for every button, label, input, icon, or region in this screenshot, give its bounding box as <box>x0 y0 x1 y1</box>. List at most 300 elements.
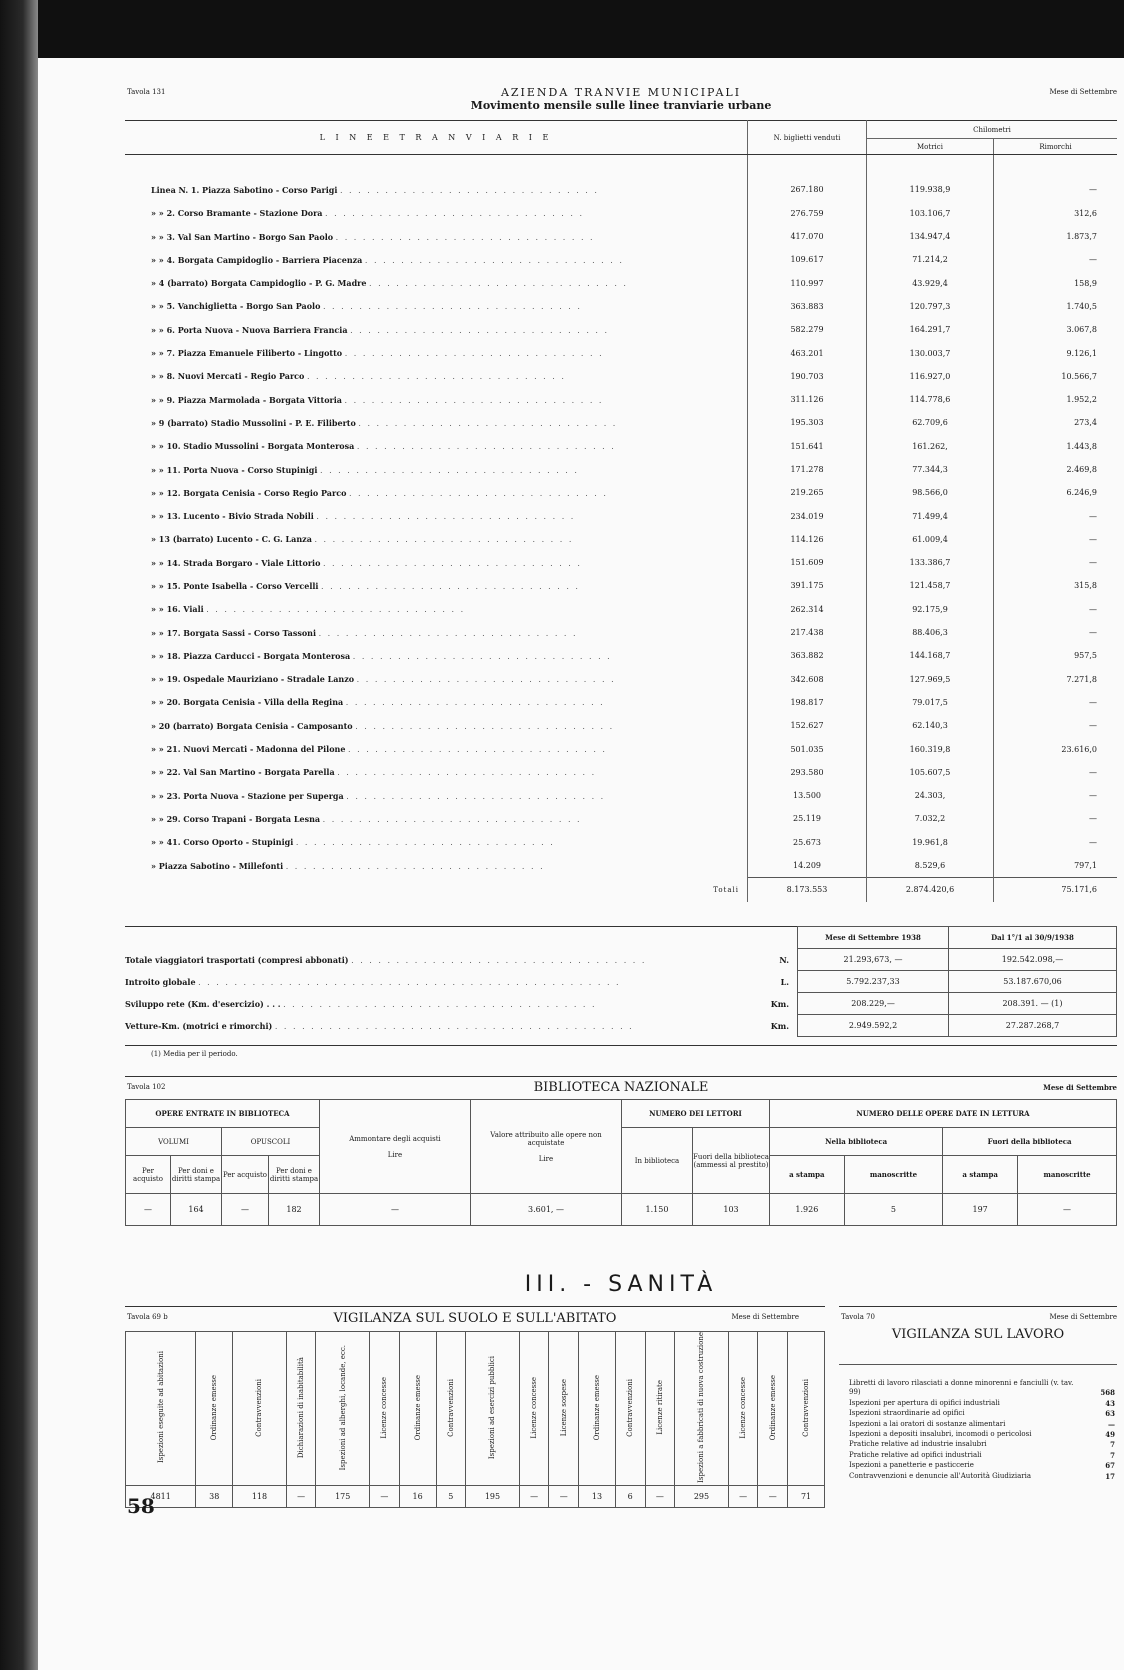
tram-rimorchi: 3.067,8 <box>1066 325 1097 335</box>
vig-header: Licenze concesse <box>370 1332 400 1486</box>
tram-motrici: 77.344,3 <box>867 458 994 481</box>
tram-line-name: » Piazza Sabotino - Millefonti . . . . . . . . . . . . . . . . . . . . . . . . . . . . . <box>125 854 748 878</box>
vigilanza-lavoro-section <box>839 1306 1117 1482</box>
tram-biglietti: 171.278 <box>748 458 867 481</box>
tram-row <box>125 551 1117 574</box>
biblio-table <box>125 1099 1117 1226</box>
tram-rimorchi: 2.469,8 <box>1066 465 1097 474</box>
tram-row <box>125 341 1117 364</box>
vig-value: 13 <box>579 1485 616 1507</box>
biblio-h-stampa-2: a stampa <box>943 1156 1018 1194</box>
tram-line-name: » » 15. Ponte Isabella - Corso Vercelli . . . . . . . . . . . . . . . . . . . . . . . . . . . . . <box>125 574 748 597</box>
tram-rows <box>125 178 1117 877</box>
biblio-value: — <box>126 1194 171 1226</box>
vig-value: 38 <box>196 1485 233 1507</box>
tram-rimorchi: 797,1 <box>1074 861 1097 871</box>
vig-header: Licenze concesse <box>519 1332 549 1486</box>
vig-header: Licenze ritirate <box>645 1332 675 1486</box>
tram-rimorchi: 10.566,7 <box>1061 371 1097 381</box>
biblio-h-fuori2: Fuori della biblioteca <box>943 1128 1117 1156</box>
summary-label: Totale viaggiatori trasportati (compresi abbonati) <box>125 954 349 965</box>
tram-row <box>125 714 1117 737</box>
tram-motrici: 71.214,2 <box>867 248 994 271</box>
tram-motrici: 62.140,3 <box>867 714 994 737</box>
lav-item: Libretti di lavoro rilasciati a donne minorenni e fanciulli (v. tav. 99) 568 <box>849 1379 1115 1398</box>
vig-header: Contravvenzioni <box>615 1332 645 1486</box>
vig-table <box>125 1331 825 1508</box>
biblio-h-lire: Lire <box>387 1150 403 1159</box>
tram-rimorchi: 1.443,8 <box>1066 441 1097 451</box>
tram-row <box>125 528 1117 551</box>
lav-item: Ispezioni a lai oratori di sostanze alimentari — <box>849 1419 1115 1429</box>
tram-motrici: 133.386,7 <box>867 551 994 574</box>
section-title: III. - SANITÀ <box>524 1272 718 1297</box>
vig-header: Ordinanze emesse <box>579 1332 616 1486</box>
tram-rimorchi: 9.126,1 <box>1066 348 1097 358</box>
tram-rimorchi: 1.952,2 <box>1066 395 1097 405</box>
page-number: 58 <box>127 1494 155 1518</box>
lav-value: 568 <box>1100 1388 1115 1398</box>
tram-line-name: » » 21. Nuovi Mercati - Madonna del Pilone . . . . . . . . . . . . . . . . . . . . . . . . . . . . . <box>125 737 748 760</box>
tram-rimorchi: — <box>1089 791 1097 801</box>
biblio-values-row <box>126 1194 1117 1226</box>
vig-header: Ordinanze emesse <box>399 1332 436 1486</box>
tram-line-name: » » 10. Stadio Mussolini - Borgata Monterosa . . . . . . . . . . . . . . . . . . . . . . . . . . . . . <box>125 435 748 458</box>
tram-motrici: 79.017,5 <box>867 691 994 714</box>
tram-biglietti: 463.201 <box>748 341 867 364</box>
vig-value: 118 <box>233 1485 287 1507</box>
lav-value: 7 <box>1110 1450 1115 1460</box>
biblio-h-lire-2: Lire <box>538 1154 554 1163</box>
tram-row <box>125 481 1117 504</box>
tram-rimorchi: — <box>1089 837 1097 847</box>
tram-rimorchi: — <box>1089 767 1097 777</box>
vig-header: Dichiarazioni di inabitabilità <box>286 1332 316 1486</box>
biblio-h-opere-date: NUMERO DELLE OPERE DATE IN LETTURA <box>770 1100 1117 1128</box>
summary-unit: Km. <box>770 998 789 1009</box>
tram-rimorchi: — <box>1089 814 1097 824</box>
biblio-h-vol-acq: Per acquisto <box>126 1156 171 1194</box>
scan-left-border <box>0 0 38 1670</box>
document-page <box>125 84 1117 1634</box>
tram-rimorchi: — <box>1089 697 1097 707</box>
lav-item: Ispezioni per apertura di opifici industriali 43 <box>849 1398 1115 1408</box>
tram-motrici: 8.529,6 <box>867 854 994 878</box>
biblio-tavola: Tavola 102 <box>127 1083 166 1091</box>
col-motrici: Motrici <box>867 139 994 155</box>
tram-table <box>125 120 1117 902</box>
summary-value-month: 21.293,673, — <box>798 949 949 971</box>
tram-rimorchi: 957,5 <box>1074 651 1097 661</box>
tram-motrici: 24.303, <box>867 784 994 807</box>
tram-rimorchi: — <box>1089 511 1097 521</box>
biblio-h-op-acq: Per acquisto <box>222 1156 269 1194</box>
summary-row: Introito globale . . . . . . . . . . . . . . . . . . . . . . . . . . . . . . . . . . . . . . . . . . . . . . . L. 5.792.237,33 53.187.670,06 <box>125 971 1117 993</box>
tram-line-name: » » 14. Strada Borgaro - Viale Littorio . . . . . . . . . . . . . . . . . . . . . . . . . . . . . <box>125 551 748 574</box>
tram-row <box>125 598 1117 621</box>
tram-motrici: 19.961,8 <box>867 831 994 854</box>
tram-line-name: » » 29. Corso Trapani - Borgata Lesna . . . . . . . . . . . . . . . . . . . . . . . . . . . . . <box>125 807 748 830</box>
tram-row <box>125 435 1117 458</box>
tram-row <box>125 388 1117 411</box>
biblio-h-lettori: NUMERO DEI LETTORI <box>622 1100 770 1128</box>
vig-value: — <box>519 1485 549 1507</box>
tram-biglietti: 109.617 <box>748 248 867 271</box>
tram-row <box>125 504 1117 527</box>
vig-value: 71 <box>788 1485 825 1507</box>
tram-biglietti: 501.035 <box>748 737 867 760</box>
lav-value: 17 <box>1105 1471 1115 1481</box>
vig-value: — <box>758 1485 788 1507</box>
tram-motrici: 134.947,4 <box>867 225 994 248</box>
summary-value-month: 208.229,— <box>798 993 949 1015</box>
vig-value: 16 <box>399 1485 436 1507</box>
tram-biglietti: 151.641 <box>748 435 867 458</box>
biblio-h-opere: OPERE ENTRATE IN BIBLIOTECA <box>126 1100 320 1128</box>
tram-motrici: 121.458,7 <box>867 574 994 597</box>
tram-line-name: » » 4. Borgata Campidoglio - Barriera Piacenza . . . . . . . . . . . . . . . . . . . . . . . . . . . . . <box>125 248 748 271</box>
vig-value: — <box>549 1485 579 1507</box>
tram-biglietti: 217.438 <box>748 621 867 644</box>
tram-motrici: 119.938,9 <box>867 178 994 201</box>
tram-biglietti: 293.580 <box>748 761 867 784</box>
biblio-value: 5 <box>844 1194 943 1226</box>
tram-line-name: » 9 (barrato) Stadio Mussolini - P. E. Filiberto . . . . . . . . . . . . . . . . . . . . . . . . . . . . . <box>125 411 748 434</box>
summary-value-period: 27.287.268,7 <box>949 1015 1117 1037</box>
tram-row <box>125 574 1117 597</box>
tram-motrici: 161.262, <box>867 435 994 458</box>
vigilanza-suolo-section <box>125 1306 825 1508</box>
vig-value: 175 <box>316 1485 370 1507</box>
biblio-h-vol-doni: Per doni e diritti stampa <box>171 1156 222 1194</box>
biblio-value: 1.150 <box>622 1194 693 1226</box>
tram-motrici: 92.175,9 <box>867 598 994 621</box>
biblio-value: — <box>1018 1194 1117 1226</box>
biblio-h-mano-2: manoscritte <box>1018 1156 1117 1194</box>
biblio-month: Mese di Settembre <box>1043 1083 1117 1092</box>
summary-value-month: 5.792.237,33 <box>798 971 949 993</box>
totali-biglietti: 8.173.553 <box>748 878 867 902</box>
vig-header: Ispezioni ad esercizi pubblici <box>466 1332 520 1486</box>
tram-row <box>125 248 1117 271</box>
tram-biglietti: 25.673 <box>748 831 867 854</box>
biblio-value: — <box>222 1194 269 1226</box>
vig-values-row <box>126 1485 825 1507</box>
vig-header: Ispezioni eseguite ad abitazioni <box>126 1332 196 1486</box>
summary-label: Sviluppo rete (Km. d'esercizio) . . . <box>125 998 281 1009</box>
tram-motrici: 127.969,5 <box>867 668 994 691</box>
tram-row <box>125 318 1117 341</box>
summary-value-period: 208.391. — (1) <box>949 993 1117 1015</box>
biblio-value: 3.601, — <box>471 1194 622 1226</box>
tram-row <box>125 807 1117 830</box>
col-biglietti: N. biglietti venduti <box>748 121 867 155</box>
biblio-h-nella: Nella biblioteca <box>770 1128 943 1156</box>
vig-header: Licenze concesse <box>728 1332 758 1486</box>
lav-tavola: Tavola 70 <box>841 1313 876 1321</box>
vig-tavola: Tavola 69 b <box>127 1313 168 1321</box>
tram-line-name: » » 8. Nuovi Mercati - Regio Parco . . . . . . . . . . . . . . . . . . . . . . . . . . . . . <box>125 365 748 388</box>
tram-line-name: » » 9. Piazza Marmolada - Borgata Vittoria . . . . . . . . . . . . . . . . . . . . . . . . . . . . . <box>125 388 748 411</box>
tram-rimorchi: — <box>1089 534 1097 544</box>
tram-row <box>125 761 1117 784</box>
biblio-h-op-doni: Per doni e diritti stampa <box>269 1156 320 1194</box>
tram-motrici: 144.168,7 <box>867 644 994 667</box>
tram-row <box>125 295 1117 318</box>
summary-unit: N. <box>779 954 789 965</box>
lav-value: — <box>1108 1419 1115 1429</box>
tram-motrici: 88.406,3 <box>867 621 994 644</box>
summary-col-period: Dal 1°/1 al 30/9/1938 <box>949 927 1117 949</box>
tram-line-name: » » 41. Corso Oporto - Stupinigi . . . . . . . . . . . . . . . . . . . . . . . . . . . . . <box>125 831 748 854</box>
tram-row <box>125 854 1117 878</box>
tram-line-name: Linea N. 1. Piazza Sabotino - Corso Parigi . . . . . . . . . . . . . . . . . . . . . . . . . . . . . <box>125 178 748 201</box>
tram-biglietti: 114.126 <box>748 528 867 551</box>
tram-biglietti: 151.609 <box>748 551 867 574</box>
tram-line-name: » » 2. Corso Bramante - Stazione Dora . . . . . . . . . . . . . . . . . . . . . . . . . . . . . <box>125 202 748 225</box>
vig-header: Licenze sospese <box>549 1332 579 1486</box>
tram-motrici: 61.009,4 <box>867 528 994 551</box>
tram-line-name: » 4 (barrato) Borgata Campidoglio - P. G. Madre . . . . . . . . . . . . . . . . . . . . . . . . . . . . . <box>125 271 748 294</box>
vig-header: Ordinanze emesse <box>758 1332 788 1486</box>
tram-biglietti: 14.209 <box>748 854 867 878</box>
tram-biglietti: 198.817 <box>748 691 867 714</box>
lav-item: Pratiche relative ad industrie insalubri 7 <box>849 1440 1115 1450</box>
biblio-h-opuscoli: OPUSCOLI <box>222 1128 320 1156</box>
tram-line-name: » » 20. Borgata Cenisia - Villa della Regina . . . . . . . . . . . . . . . . . . . . . . . . . . . . . <box>125 691 748 714</box>
lav-value: 63 <box>1105 1409 1115 1419</box>
tram-row <box>125 691 1117 714</box>
tram-rimorchi: — <box>1089 185 1097 195</box>
tram-row <box>125 737 1117 760</box>
vig-header-row <box>126 1332 825 1486</box>
tram-rimorchi: 1.740,5 <box>1066 301 1097 311</box>
vig-header: Contravvenzioni <box>436 1332 466 1486</box>
tram-biglietti: 219.265 <box>748 481 867 504</box>
summary-col-month: Mese di Settembre 1938 <box>798 927 949 949</box>
biblio-value: 197 <box>943 1194 1018 1226</box>
tram-section <box>125 84 1117 902</box>
scan-top-border <box>0 0 1124 58</box>
tram-motrici: 160.319,8 <box>867 737 994 760</box>
lav-value: 67 <box>1105 1461 1115 1471</box>
biblio-h-mano-1: manoscritte <box>844 1156 943 1194</box>
summary-table <box>125 926 1117 1037</box>
tram-rimorchi: — <box>1089 255 1097 265</box>
tram-rimorchi: — <box>1089 721 1097 731</box>
vig-title: VIGILANZA SUL SUOLO E SULL'ABITATO <box>333 1311 617 1326</box>
vig-header: Contravvenzioni <box>233 1332 287 1486</box>
lav-value: 49 <box>1105 1430 1115 1440</box>
tram-tavola: Tavola 131 <box>127 88 166 96</box>
vig-header: Ispezioni a fabbricati di nuova costruzione <box>675 1332 729 1486</box>
tram-line-name: » » 22. Val San Martino - Borgata Parella . . . . . . . . . . . . . . . . . . . . . . . . . . . . . <box>125 761 748 784</box>
tram-biglietti: 25.119 <box>748 807 867 830</box>
tram-line-name: » 20 (barrato) Borgata Cenisia - Camposanto . . . . . . . . . . . . . . . . . . . . . . . . . . . . . <box>125 714 748 737</box>
totali-rimorchi: 75.171,6 <box>994 878 1118 902</box>
summary-unit: L. <box>780 976 789 987</box>
tram-biglietti: 363.882 <box>748 644 867 667</box>
lav-item: Ispezioni straordinarie ad opifici 63 <box>849 1409 1115 1419</box>
lav-title: VIGILANZA SUL LAVORO <box>891 1327 1065 1342</box>
biblio-h-stampa-1: a stampa <box>770 1156 845 1194</box>
vig-header: Ispezioni ad alberghi, locande, ecc. <box>316 1332 370 1486</box>
tram-rimorchi: — <box>1089 604 1097 614</box>
summary-note: (1) Media per il periodo. <box>125 1045 1117 1058</box>
summary-value-period: 53.187.670,06 <box>949 971 1117 993</box>
tram-row <box>125 225 1117 248</box>
tram-biglietti: 110.997 <box>748 271 867 294</box>
vig-value: 5 <box>436 1485 466 1507</box>
tram-biglietti: 311.126 <box>748 388 867 411</box>
biblio-value: 182 <box>269 1194 320 1226</box>
totali-label: Totali <box>125 878 748 902</box>
tram-biglietti: 13.500 <box>748 784 867 807</box>
tram-line-name: » » 16. Viali . . . . . . . . . . . . . . . . . . . . . . . . . . . . . <box>125 598 748 621</box>
tram-biglietti: 234.019 <box>748 504 867 527</box>
summary-label: Vetture-Km. (motrici e rimorchi) <box>125 1020 273 1031</box>
tram-motrici: 103.106,7 <box>867 202 994 225</box>
lav-value: 7 <box>1110 1440 1115 1450</box>
lav-value: 43 <box>1105 1398 1115 1408</box>
tram-row <box>125 178 1117 201</box>
col-rimorchi: Rimorchi <box>994 139 1118 155</box>
biblio-title: BIBLIOTECA NAZIONALE <box>533 1080 709 1095</box>
lav-item: Ispezioni a panetterie e pasticcerie 67 <box>849 1461 1115 1471</box>
biblio-value: — <box>320 1194 471 1226</box>
tram-motrici: 114.778,6 <box>867 388 994 411</box>
biblioteca-section <box>125 1076 1117 1226</box>
biblio-value: 164 <box>171 1194 222 1226</box>
tram-line-name: » 13 (barrato) Lucento - C. G. Lanza . . . . . . . . . . . . . . . . . . . . . . . . . . . . . <box>125 528 748 551</box>
lav-item: Contravvenzioni e denuncie all'Autorità Giudiziaria 17 <box>849 1471 1115 1481</box>
vig-value: — <box>286 1485 316 1507</box>
tram-motrici: 164.291,7 <box>867 318 994 341</box>
tram-row <box>125 202 1117 225</box>
totali-motrici: 2.874.420,6 <box>867 878 994 902</box>
tram-biglietti: 417.070 <box>748 225 867 248</box>
tram-line-name: » » 19. Ospedale Mauriziano - Stradale Lanzo . . . . . . . . . . . . . . . . . . . . . . . . . . . . . <box>125 668 748 691</box>
biblio-h-volumi: VOLUMI <box>126 1128 222 1156</box>
tram-row <box>125 621 1117 644</box>
biblio-value: 103 <box>693 1194 770 1226</box>
tram-motrici: 7.032,2 <box>867 807 994 830</box>
vig-header: Ordinanze emesse <box>196 1332 233 1486</box>
tram-line-name: » » 11. Porta Nuova - Corso Stupinigi . . . . . . . . . . . . . . . . . . . . . . . . . . . . . <box>125 458 748 481</box>
tram-rimorchi: 158,9 <box>1074 278 1097 288</box>
summary-section <box>125 926 1117 1058</box>
tram-line-name: » » 12. Borgata Cenisia - Corso Regio Parco . . . . . . . . . . . . . . . . . . . . . . . . . . . . . <box>125 481 748 504</box>
summary-unit: Km. <box>770 1020 789 1031</box>
tram-rimorchi: 315,8 <box>1074 581 1097 591</box>
vig-value: — <box>728 1485 758 1507</box>
vig-value: 295 <box>675 1485 729 1507</box>
summary-value-period: 192.542.098,— <box>949 949 1117 971</box>
vig-value: 195 <box>466 1485 520 1507</box>
tram-title: AZIENDA TRANVIE MUNICIPALI <box>500 86 742 99</box>
tram-biglietti: 262.314 <box>748 598 867 621</box>
tram-rimorchi: 7.271,8 <box>1066 674 1097 684</box>
tram-subtitle: Movimento mensile sulle linee tranviarie urbane <box>470 99 772 112</box>
tram-row <box>125 831 1117 854</box>
lav-month: Mese di Settembre <box>1049 1313 1117 1321</box>
tram-rimorchi: 312,6 <box>1074 208 1097 218</box>
tram-rimorchi: — <box>1089 558 1097 568</box>
summary-value-month: 2.949.592,2 <box>798 1015 949 1037</box>
tram-motrici: 62.709,6 <box>867 411 994 434</box>
tram-row <box>125 784 1117 807</box>
lav-list <box>839 1364 1117 1481</box>
tram-rimorchi: 1.873,7 <box>1066 232 1097 242</box>
lav-item: Ispezioni a depositi insalubri, incomodi o pericolosi 49 <box>849 1430 1115 1440</box>
tram-line-name: » » 3. Val San Martino - Borgo San Paolo . . . . . . . . . . . . . . . . . . . . . . . . . . . . . <box>125 225 748 248</box>
tram-biglietti: 267.180 <box>748 178 867 201</box>
vig-month: Mese di Settembre <box>731 1313 799 1321</box>
tram-motrici: 105.607,5 <box>867 761 994 784</box>
biblio-h-in-bib: In biblioteca <box>622 1128 693 1194</box>
tram-rimorchi: 6.246,9 <box>1066 488 1097 498</box>
tram-biglietti: 582.279 <box>748 318 867 341</box>
summary-row: Vetture-Km. (motrici e rimorchi) . . . . . . . . . . . . . . . . . . . . . . . . . . . . . . . . . . . . . . . . Km. 2.949.592,2 27.287.268,7 <box>125 1015 1117 1037</box>
tram-rimorchi: 23.616,0 <box>1061 744 1097 754</box>
vig-header: Contravvenzioni <box>788 1332 825 1486</box>
tram-line-name: » » 17. Borgata Sassi - Corso Tassoni . . . . . . . . . . . . . . . . . . . . . . . . . . . . . <box>125 621 748 644</box>
vig-value: — <box>370 1485 400 1507</box>
tram-row <box>125 644 1117 667</box>
tram-line-name: » » 5. Vanchiglietta - Borgo San Paolo . . . . . . . . . . . . . . . . . . . . . . . . . . . . . <box>125 295 748 318</box>
tram-line-name: » » 23. Porta Nuova - Stazione per Superga . . . . . . . . . . . . . . . . . . . . . . . . . . . . . <box>125 784 748 807</box>
tram-biglietti: 276.759 <box>748 202 867 225</box>
tram-motrici: 120.797,3 <box>867 295 994 318</box>
tram-motrici: 130.003,7 <box>867 341 994 364</box>
tram-biglietti: 342.608 <box>748 668 867 691</box>
tram-line-name: » » 13. Lucento - Bivio Strada Nobili . . . . . . . . . . . . . . . . . . . . . . . . . . . . . <box>125 504 748 527</box>
col-chilometri: Chilometri <box>867 121 1118 139</box>
vig-value: 4811 <box>126 1485 196 1507</box>
tram-line-name: » » 7. Piazza Emanuele Filiberto - Lingotto . . . . . . . . . . . . . . . . . . . . . . . . . . . . . <box>125 341 748 364</box>
tram-biglietti: 391.175 <box>748 574 867 597</box>
tram-biglietti: 195.303 <box>748 411 867 434</box>
tram-row <box>125 668 1117 691</box>
summary-label: Introito globale <box>125 976 196 987</box>
tram-row <box>125 458 1117 481</box>
tram-row <box>125 271 1117 294</box>
tram-rimorchi: — <box>1089 628 1097 638</box>
tram-biglietti: 363.883 <box>748 295 867 318</box>
tram-row <box>125 365 1117 388</box>
summary-row: Totale viaggiatori trasportati (compresi abbonati) . . . . . . . . . . . . . . . . . . . . . . . . . . . . . . . . . N. 21.293,673, — 192.542.098,— <box>125 949 1117 971</box>
vig-value: 6 <box>615 1485 645 1507</box>
tram-line-name: » » 18. Piazza Carducci - Borgata Monterosa . . . . . . . . . . . . . . . . . . . . . . . . . . . . . <box>125 644 748 667</box>
summary-row: Sviluppo rete (Km. d'esercizio) . . . . . . . . . . . . . . . . . . . . . . . . . . . . . . . . . . . . . . Km. 208.229,— 208.391. — (1) <box>125 993 1117 1015</box>
tram-motrici: 98.566,0 <box>867 481 994 504</box>
tram-month: Mese di Settembre <box>1049 88 1117 96</box>
tram-biglietti: 190.703 <box>748 365 867 388</box>
lav-item: Pratiche relative ad opifici industriali 7 <box>849 1450 1115 1460</box>
tram-motrici: 43.929,4 <box>867 271 994 294</box>
tram-line-name: » » 6. Porta Nuova - Nuova Barriera Francia . . . . . . . . . . . . . . . . . . . . . . . . . . . . . <box>125 318 748 341</box>
biblio-value: 1.926 <box>770 1194 845 1226</box>
col-linee: L I N E E T R A N V I A R I E <box>125 121 748 155</box>
biblio-h-ammontare: Ammontare degli acquisti <box>349 1134 441 1143</box>
tram-rimorchi: 273,4 <box>1074 418 1097 428</box>
biblio-h-valore: Valore attribuito alle opere non acquistate <box>490 1130 602 1147</box>
tram-motrici: 116.927,0 <box>867 365 994 388</box>
tram-totals-row <box>125 878 1117 902</box>
tram-biglietti: 152.627 <box>748 714 867 737</box>
tram-motrici: 71.499,4 <box>867 504 994 527</box>
tram-row <box>125 411 1117 434</box>
